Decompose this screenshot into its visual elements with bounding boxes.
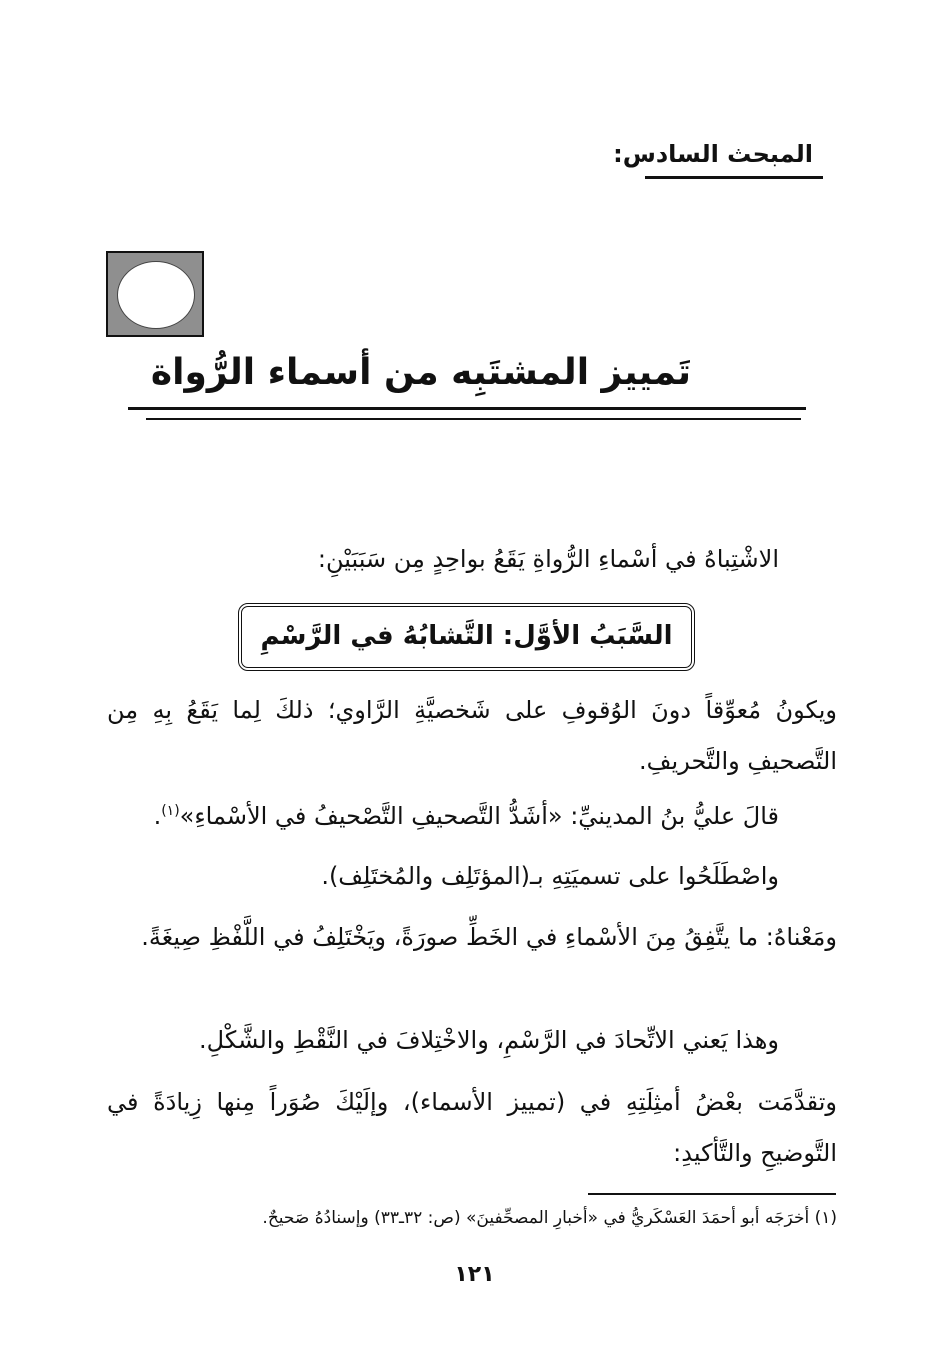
paragraph-4: ومَعْناهُ: ما يتَّفِقُ مِنَ الأسْماءِ في الخَطِّ صورَةً، ويَخْتَلِفُ في اللَّفْظِ صِيغَةً. [141,923,837,951]
page-title: تَمييز المشتَبِه من أسماء الرُّواة [150,352,691,393]
decorative-circle [117,261,195,329]
section-label: المبحث السادس: [613,140,813,168]
section-underline [645,176,823,179]
title-rule-top [128,407,806,410]
quote-text: قالَ عليُّ بنُ المدينيِّ: «أشَدُّ التَّصحيفِ التَّصْحيفُ في الأسْماءِ» [179,802,779,830]
paragraph-6: وتقدَّمَت بعْضُ أمثِلَتِهِ في (تمييز الأسماء)، وإلَيْكَ صُوَراً مِنها زِيادَةً في التَّوضيحِ والتَّأكيدِ: [107,1088,837,1167]
footnote-ref: (١) [161,803,180,819]
paragraph-5: وهذا يَعني الاتِّحادَ في الرَّسْمِ، والاخْتِلافَ في النَّقْطِ والشَّكْلِ. [199,1026,779,1054]
decorative-box [106,251,204,337]
subheading: السَّبَبُ الأوَّل: التَّشابُهُ في الرَّسْمِ [260,621,673,651]
footnote-rule [588,1193,836,1195]
page-number: ١٢١ [454,1262,495,1287]
title-rule-bottom [146,418,801,420]
paragraph-2 [154,786,779,842]
footnote: (١) أخرَجَه أبو أحمَدَ العَسْكَريُّ في «أخبارِ المصحِّفينَ» (ص: ٣٢ـ٣٣) وإسنادُهُ صَحيحٌ. [262,1208,837,1228]
paragraph-3: واصْطَلَحُوا على تسميَتِهِ بـ(المؤتَلِف والمُختَلِف). [321,862,779,890]
intro-line: الاشْتِباهُ في أسْماءِ الرُّواةِ يَقَعُ بواحِدٍ مِن سَبَبَيْنِ: [317,545,779,573]
quote-end: . [153,802,162,830]
subheading-frame [238,603,695,671]
paragraph-1: ويكونُ مُعوِّقاً دونَ الوُقوفِ على شَخصيَّةِ الرَّاوي؛ ذلكَ لِما يَقَعُ بِهِ مِن التَّصحيفِ والتَّحريفِ. [107,696,837,775]
